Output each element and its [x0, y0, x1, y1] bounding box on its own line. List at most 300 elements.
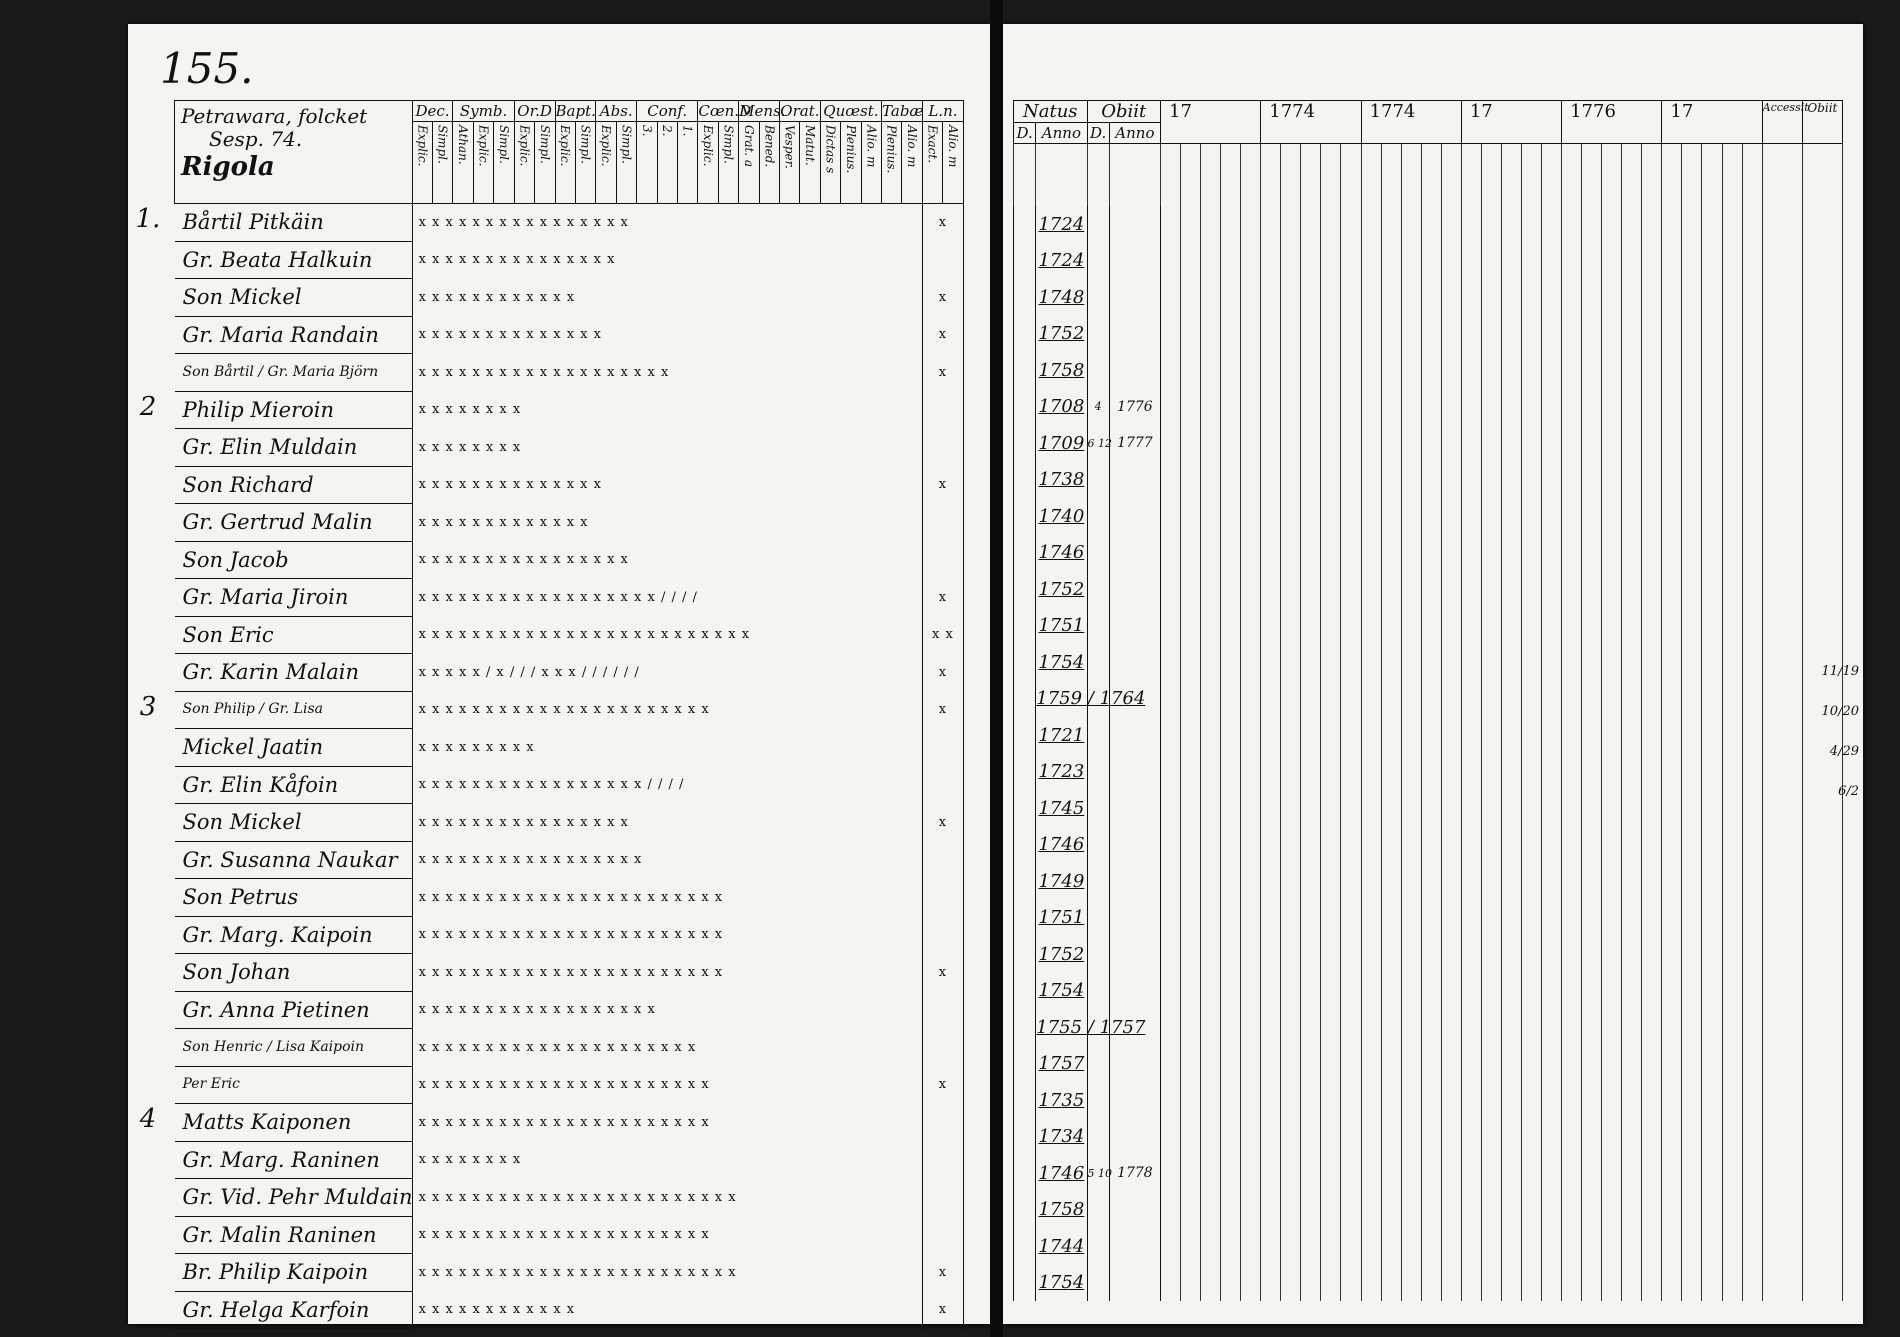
tally-cell: [1481, 316, 1501, 353]
obiit-day-cell: [1087, 279, 1109, 316]
tally-cell: [1622, 571, 1642, 608]
tally-cell: [1762, 1265, 1802, 1302]
tally-cell: [1421, 717, 1441, 754]
tally-cell: [1221, 1192, 1241, 1229]
catechism-marks: x x x x x x x x x x x x x x x x x x x x x x: [412, 1216, 922, 1254]
column-group-header: Tabæ: [882, 102, 924, 120]
tally-cell: [1281, 535, 1301, 572]
column-sub-header: Exact.: [922, 122, 942, 204]
tally-cell: [1481, 1228, 1501, 1265]
tally-cell: [1341, 1082, 1361, 1119]
tally-cell: [1381, 717, 1401, 754]
catechism-marks: x x x x x x x x x x x x x x x x x: [412, 841, 922, 879]
margin-note: 6/2: [1838, 784, 1859, 799]
tally-cell: [1662, 498, 1682, 535]
tally-cell: [1281, 1155, 1301, 1192]
tally-cell: [1602, 644, 1622, 681]
tally-cell: [1281, 1119, 1301, 1156]
tally-cell: [1261, 973, 1281, 1010]
tally-cell: [1181, 1228, 1201, 1265]
tally-cell: [1321, 425, 1341, 462]
tally-cell: [1381, 790, 1401, 827]
catechism-marks: x x x x x x x x x x x x x x x x: [412, 541, 922, 579]
tally-cell: [1501, 1228, 1521, 1265]
tally-cell: [1521, 389, 1541, 426]
tally-cell: [1582, 1228, 1602, 1265]
tally-cell: [1802, 1228, 1842, 1265]
tally-cell: [1802, 973, 1842, 1010]
tally-cell: [1301, 243, 1321, 280]
tally-cell: [1261, 681, 1281, 718]
tally-cell: [1562, 681, 1582, 718]
household-number: 1.: [135, 204, 161, 234]
spacer-cell: [1036, 144, 1087, 207]
tally-cell: [1501, 900, 1521, 937]
tally-cell: [1321, 1009, 1341, 1046]
catechism-marks: x x x x x x x x x x x x x x x x x x x x x x x: [412, 879, 922, 917]
tally-cell: [1321, 243, 1341, 280]
natus-day-cell: [1014, 827, 1036, 864]
tally-cell: [1802, 1155, 1842, 1192]
obiit-year-cell: [1109, 535, 1160, 572]
tally-cell: [1481, 1082, 1501, 1119]
tally-cell: [1381, 571, 1401, 608]
spacer-cell: [1321, 144, 1341, 207]
tally-cell: [1762, 1046, 1802, 1083]
tally-cell: [1742, 1046, 1762, 1083]
ln-mark: x: [922, 1254, 963, 1292]
ln-mark: [922, 1104, 963, 1142]
tally-cell: [1622, 206, 1642, 243]
tally-cell: [1321, 973, 1341, 1010]
tally-cell: [1622, 535, 1642, 572]
tally-cell: [1722, 1046, 1742, 1083]
tally-cell: [1602, 535, 1622, 572]
tally-cell: [1742, 1192, 1762, 1229]
ln-mark: x: [922, 204, 963, 242]
ln-mark: [922, 991, 963, 1029]
tally-cell: [1722, 1265, 1742, 1302]
tally-cell: [1381, 462, 1401, 499]
column-sub-header: Simpl.: [535, 122, 555, 204]
natus-day-cell: [1014, 644, 1036, 681]
obiit-year-cell: [1109, 1082, 1160, 1119]
tally-cell: [1802, 863, 1842, 900]
tally-cell: [1481, 863, 1501, 900]
tally-cell: [1281, 243, 1301, 280]
tally-cell: [1301, 279, 1321, 316]
tally-cell: [1582, 1265, 1602, 1302]
spacer-cell: [1401, 144, 1421, 207]
obiit-day-cell: 5 10: [1087, 1155, 1109, 1192]
birth-death-register-table: [1013, 100, 1843, 1301]
tally-cell: [1762, 1155, 1802, 1192]
tally-cell: [1501, 973, 1521, 1010]
tally-cell: [1261, 644, 1281, 681]
place-line-2: Sesp. 74.: [209, 127, 303, 151]
tally-cell: [1481, 1265, 1501, 1302]
tally-cell: [1481, 389, 1501, 426]
ln-mark: [922, 241, 963, 279]
tally-cell: [1762, 863, 1802, 900]
spacer-cell: [1722, 144, 1742, 207]
obiit-year-cell: 1778: [1109, 1155, 1160, 1192]
obiit-day-cell: [1087, 973, 1109, 1010]
year-header: 1776: [1562, 101, 1662, 144]
person-name: Gr. Beata Halkuin: [175, 241, 413, 279]
tally-cell: [1221, 1155, 1241, 1192]
tally-cell: [1562, 279, 1582, 316]
tally-cell: [1201, 608, 1221, 645]
register-row: [1014, 425, 1843, 462]
ln-mark: x: [922, 804, 963, 842]
ln-mark: [922, 766, 963, 804]
tally-cell: [1702, 571, 1722, 608]
obiit-year-cell: [1109, 973, 1160, 1010]
tally-cell: [1662, 754, 1682, 791]
tally-cell: [1381, 1192, 1401, 1229]
tally-cell: [1662, 462, 1682, 499]
tally-cell: [1321, 462, 1341, 499]
tally-cell: [1361, 644, 1381, 681]
register-row: [1014, 754, 1843, 791]
tally-cell: [1622, 1082, 1642, 1119]
tally-cell: [1341, 644, 1361, 681]
natus-day-cell: [1014, 571, 1036, 608]
tally-cell: [1521, 425, 1541, 462]
tally-cell: [1321, 863, 1341, 900]
tally-cell: [1381, 425, 1401, 462]
tally-cell: [1802, 900, 1842, 937]
tally-cell: [1622, 1119, 1642, 1156]
tally-cell: [1361, 900, 1381, 937]
tally-cell: [1221, 498, 1241, 535]
tally-cell: [1241, 900, 1261, 937]
tally-cell: [1501, 1082, 1521, 1119]
tally-cell: [1662, 1119, 1682, 1156]
obiit-year-cell: [1109, 206, 1160, 243]
tally-cell: [1241, 644, 1261, 681]
tally-cell: [1662, 717, 1682, 754]
natus-year-cell: 1759 / 1764: [1036, 681, 1087, 718]
tally-cell: [1361, 681, 1381, 718]
tally-cell: [1521, 644, 1541, 681]
tally-cell: [1642, 206, 1662, 243]
tally-cell: [1261, 1228, 1281, 1265]
tally-cell: [1461, 644, 1481, 681]
tally-cell: [1742, 279, 1762, 316]
person-name: Gr. Elin Kåfoin: [175, 766, 413, 804]
tally-cell: [1682, 243, 1702, 280]
catechism-marks: x x x x x x x x x x x x x x x x x / / / /: [412, 766, 922, 804]
tally-cell: [1802, 279, 1842, 316]
tally-cell: [1742, 462, 1762, 499]
person-name: Gr. Marg. Kaipoin: [175, 916, 413, 954]
tally-cell: [1181, 1082, 1201, 1119]
tally-cell: [1742, 1082, 1762, 1119]
tally-cell: [1461, 316, 1481, 353]
tally-cell: [1481, 1192, 1501, 1229]
tally-cell: [1702, 900, 1722, 937]
tally-cell: [1221, 352, 1241, 389]
tally-cell: [1281, 1192, 1301, 1229]
tally-cell: [1381, 608, 1401, 645]
tally-cell: [1802, 389, 1842, 426]
tally-cell: [1301, 1228, 1321, 1265]
tally-cell: [1742, 1009, 1762, 1046]
household-number: 3: [139, 691, 157, 722]
tally-cell: [1441, 1009, 1461, 1046]
tally-cell: [1161, 754, 1181, 791]
person-row: [175, 1179, 964, 1217]
tally-cell: [1321, 1228, 1341, 1265]
tally-cell: [1161, 352, 1181, 389]
person-name: Gr. Susanna Naukar: [175, 841, 413, 879]
tally-cell: [1421, 900, 1441, 937]
tally-cell: [1521, 279, 1541, 316]
tally-cell: [1221, 462, 1241, 499]
tally-cell: [1161, 608, 1181, 645]
catechism-marks: x x x x x x x x x x x x x x x x: [412, 804, 922, 842]
person-row: [175, 391, 964, 429]
obiit-year-cell: [1109, 827, 1160, 864]
tally-cell: [1321, 717, 1341, 754]
household-number: 2: [139, 391, 157, 422]
column-group-header: Quœst.: [820, 101, 881, 122]
tally-cell: [1682, 608, 1702, 645]
tally-cell: [1521, 1082, 1541, 1119]
tally-cell: [1161, 1155, 1181, 1192]
tally-cell: [1722, 1155, 1742, 1192]
tally-cell: [1341, 279, 1361, 316]
person-name: Philip Mieroin: [175, 391, 413, 429]
tally-cell: [1542, 973, 1562, 1010]
ln-mark: [922, 391, 963, 429]
tally-cell: [1722, 316, 1742, 353]
tally-cell: [1702, 1009, 1722, 1046]
tally-cell: [1722, 243, 1742, 280]
tally-cell: [1521, 1046, 1541, 1083]
column-sub-header: Simpl.: [433, 122, 453, 204]
tally-cell: [1802, 827, 1842, 864]
tally-cell: [1361, 316, 1381, 353]
tally-cell: [1762, 571, 1802, 608]
tally-cell: [1602, 389, 1622, 426]
tally-cell: [1762, 352, 1802, 389]
tally-cell: [1241, 352, 1261, 389]
tally-cell: [1421, 863, 1441, 900]
catechism-marks: x x x x x x x x: [412, 1141, 922, 1179]
tally-cell: [1361, 1265, 1381, 1302]
person-row: [175, 841, 964, 879]
tally-cell: [1662, 608, 1682, 645]
tally-cell: [1501, 1265, 1521, 1302]
tally-cell: [1461, 1192, 1481, 1229]
tally-cell: [1722, 827, 1742, 864]
tally-cell: [1401, 1192, 1421, 1229]
natus-year-cell: 1724: [1036, 243, 1087, 280]
tally-cell: [1461, 863, 1481, 900]
natus-day-cell: [1014, 1009, 1036, 1046]
ln-mark: [922, 504, 963, 542]
tally-cell: [1241, 754, 1261, 791]
column-sub-header: Athan.: [453, 122, 473, 204]
tally-cell: [1521, 1192, 1541, 1229]
tally-cell: [1582, 1119, 1602, 1156]
tally-cell: [1562, 535, 1582, 572]
obiit-day-cell: [1087, 644, 1109, 681]
tally-cell: [1221, 1046, 1241, 1083]
tally-cell: [1461, 717, 1481, 754]
tally-cell: [1461, 1228, 1481, 1265]
tally-cell: [1542, 1119, 1562, 1156]
tally-cell: [1542, 717, 1562, 754]
tally-cell: [1201, 425, 1221, 462]
tally-cell: [1802, 1046, 1842, 1083]
natus-day-cell: [1014, 535, 1036, 572]
tally-cell: [1261, 900, 1281, 937]
tally-cell: [1221, 1228, 1241, 1265]
obiit-year-cell: [1109, 571, 1160, 608]
tally-cell: [1702, 352, 1722, 389]
tally-cell: [1441, 1119, 1461, 1156]
year-header: 17: [1461, 101, 1561, 144]
tally-cell: [1542, 316, 1562, 353]
person-row: [175, 504, 964, 542]
tally-cell: [1161, 243, 1181, 280]
register-row: [1014, 243, 1843, 280]
tally-cell: [1281, 717, 1301, 754]
tally-cell: [1682, 790, 1702, 827]
tally-cell: [1521, 571, 1541, 608]
obiit-day-cell: [1087, 827, 1109, 864]
tally-cell: [1602, 827, 1622, 864]
catechism-marks: x x x x x x x x x x x x: [412, 279, 922, 317]
tally-cell: [1461, 1046, 1481, 1083]
natus-year-cell: 1754: [1036, 1265, 1087, 1302]
tally-cell: [1461, 1009, 1481, 1046]
tally-cell: [1161, 1119, 1181, 1156]
spacer-cell: [1461, 144, 1481, 207]
tally-cell: [1161, 900, 1181, 937]
natus-day-cell: [1014, 973, 1036, 1010]
tally-cell: [1762, 389, 1802, 426]
tally-cell: [1501, 717, 1521, 754]
tally-cell: [1602, 608, 1622, 645]
tally-cell: [1301, 827, 1321, 864]
tally-cell: [1281, 790, 1301, 827]
natus-year-cell: 1748: [1036, 279, 1087, 316]
tally-cell: [1221, 1119, 1241, 1156]
tally-cell: [1582, 535, 1602, 572]
tally-cell: [1281, 389, 1301, 426]
ln-mark: [922, 879, 963, 917]
tally-cell: [1281, 316, 1301, 353]
tally-cell: [1602, 498, 1622, 535]
tally-cell: [1341, 1046, 1361, 1083]
tally-cell: [1341, 790, 1361, 827]
ln-mark: x: [922, 954, 963, 992]
obiit-year-cell: [1109, 863, 1160, 900]
natus-year-cell: 1751: [1036, 900, 1087, 937]
natus-year-header: Anno: [1036, 123, 1087, 144]
tally-cell: [1521, 462, 1541, 499]
person-name: Son Petrus: [175, 879, 413, 917]
obiit-day-cell: [1087, 863, 1109, 900]
tally-cell: [1421, 243, 1441, 280]
tally-cell: [1461, 279, 1481, 316]
tally-cell: [1501, 206, 1521, 243]
tally-cell: [1521, 1155, 1541, 1192]
tally-cell: [1642, 754, 1662, 791]
tally-cell: [1161, 681, 1181, 718]
tally-cell: [1642, 863, 1662, 900]
tally-cell: [1221, 936, 1241, 973]
tally-cell: [1501, 790, 1521, 827]
tally-cell: [1221, 608, 1241, 645]
column-sub-header: Simpl.: [575, 122, 595, 204]
register-row: [1014, 936, 1843, 973]
tally-cell: [1642, 1009, 1662, 1046]
person-row: [175, 879, 964, 917]
tally-cell: [1702, 1046, 1722, 1083]
tally-cell: [1181, 425, 1201, 462]
tally-cell: [1181, 279, 1201, 316]
tally-cell: [1662, 1009, 1682, 1046]
register-row: [1014, 1265, 1843, 1302]
tally-cell: [1481, 644, 1501, 681]
tally-cell: [1241, 498, 1261, 535]
natus-year-cell: 1749: [1036, 863, 1087, 900]
tally-cell: [1361, 425, 1381, 462]
column-group-header: Cœn.D: [698, 102, 752, 120]
natus-day-cell: [1014, 681, 1036, 718]
tally-cell: [1181, 900, 1201, 937]
tally-cell: [1542, 462, 1562, 499]
column-sub-header: Vesper.: [780, 122, 800, 204]
tally-cell: [1441, 462, 1461, 499]
tally-cell: [1642, 1119, 1662, 1156]
tally-cell: [1381, 1082, 1401, 1119]
natus-day-cell: [1014, 754, 1036, 791]
obiit-day-cell: [1087, 1265, 1109, 1302]
tally-cell: [1501, 535, 1521, 572]
tally-cell: [1201, 754, 1221, 791]
person-row: [175, 541, 964, 579]
ln-mark: [922, 916, 963, 954]
tally-cell: [1582, 1082, 1602, 1119]
tally-cell: [1381, 1046, 1401, 1083]
tally-cell: [1221, 790, 1241, 827]
tally-cell: [1341, 571, 1361, 608]
tally-cell: [1602, 681, 1622, 718]
ln-mark: x: [922, 691, 963, 729]
tally-cell: [1802, 936, 1842, 973]
tally-cell: [1501, 352, 1521, 389]
person-name: Gr. Vid. Pehr Muldain: [175, 1179, 413, 1217]
obiit-year-cell: [1109, 644, 1160, 681]
natus-day-cell: [1014, 1155, 1036, 1192]
tally-cell: [1341, 352, 1361, 389]
tally-cell: [1622, 1046, 1642, 1083]
catechism-marks: x x x x x x x x x x x x x x x x x x x x x: [412, 1029, 922, 1067]
tally-cell: [1321, 535, 1341, 572]
ln-mark: x: [922, 354, 963, 392]
tally-cell: [1562, 1119, 1582, 1156]
tally-cell: [1361, 1155, 1381, 1192]
tally-cell: [1461, 754, 1481, 791]
tally-cell: [1181, 608, 1201, 645]
